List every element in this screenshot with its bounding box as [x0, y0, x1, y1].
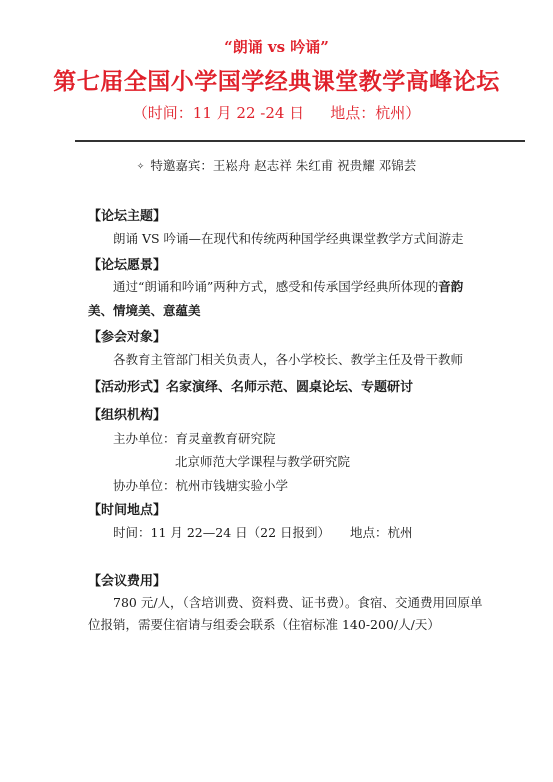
vision-text-line-1	[113, 277, 463, 295]
fee-line-2: 位报销，需要住宿请与组委会联系（住宿标准 140-200/人/天）	[88, 617, 440, 632]
guest-list	[0, 156, 553, 174]
fee-line-1: 780 元/人，（含培训费、资料费、证书费）。食宿、交通费用回原单	[113, 595, 483, 610]
vision-bold-a: 音韵	[438, 279, 464, 294]
section-heading-format: 【活动形式】	[88, 380, 167, 395]
header-divider	[75, 140, 525, 142]
page-title: 第七届全国小学国学经典课堂教学高峰论坛	[53, 68, 500, 95]
event-time-place	[0, 102, 553, 123]
event-time: （时间：11 月 22 -24 日	[132, 104, 305, 122]
co-host-1: 杭州市钱塘实验小学	[175, 478, 289, 493]
section-heading-attendees: 【参会对象】	[88, 330, 167, 345]
co-host-row	[113, 476, 288, 494]
format-text: 名家演绎、名师示范、圆桌论坛、专题研讨	[166, 380, 414, 395]
attendees-text: 各教育主管部门相关负责人，各小学校长、教学主任及骨干教师	[113, 352, 464, 367]
theme-text: 朗诵 VS 吟诵—在现代和传统两种国学经典课堂教学方式间游走	[113, 231, 464, 246]
section-heading-organization: 【组织机构】	[88, 408, 167, 423]
co-host-label: 协办单位：	[113, 478, 176, 493]
host-1: 育灵童教育研究院	[175, 431, 276, 446]
time-place-row	[113, 523, 413, 541]
section-heading-vision: 【论坛愿景】	[88, 258, 167, 273]
star-icon: ✧	[136, 162, 145, 172]
event-subtitle: “朗诵 vs 吟诵”	[224, 38, 329, 56]
host-2: 北京师范大学课程与教学研究院	[175, 454, 351, 469]
vision-bold-b: 美、情境美、意蕴美	[88, 303, 201, 318]
section-heading-fee: 【会议费用】	[88, 574, 167, 589]
host-row	[113, 429, 276, 447]
time-text: 时间：11 月 22—24 日（22 日报到）	[113, 525, 331, 540]
section-heading-theme: 【论坛主题】	[88, 209, 167, 224]
host-label: 主办单位：	[113, 431, 176, 446]
place-text: 地点：杭州	[350, 525, 413, 540]
guest-names: 特邀嘉宾：王崧舟 赵志祥 朱红甫 祝贵耀 邓锦芸	[150, 158, 417, 173]
event-place: 地点：杭州）	[330, 104, 421, 122]
section-heading-time-place: 【时间地点】	[88, 503, 167, 518]
format-row	[88, 376, 413, 395]
vision-text: 通过“朗诵和吟诵”两种方式，感受和传承国学经典所体现的	[113, 279, 439, 294]
